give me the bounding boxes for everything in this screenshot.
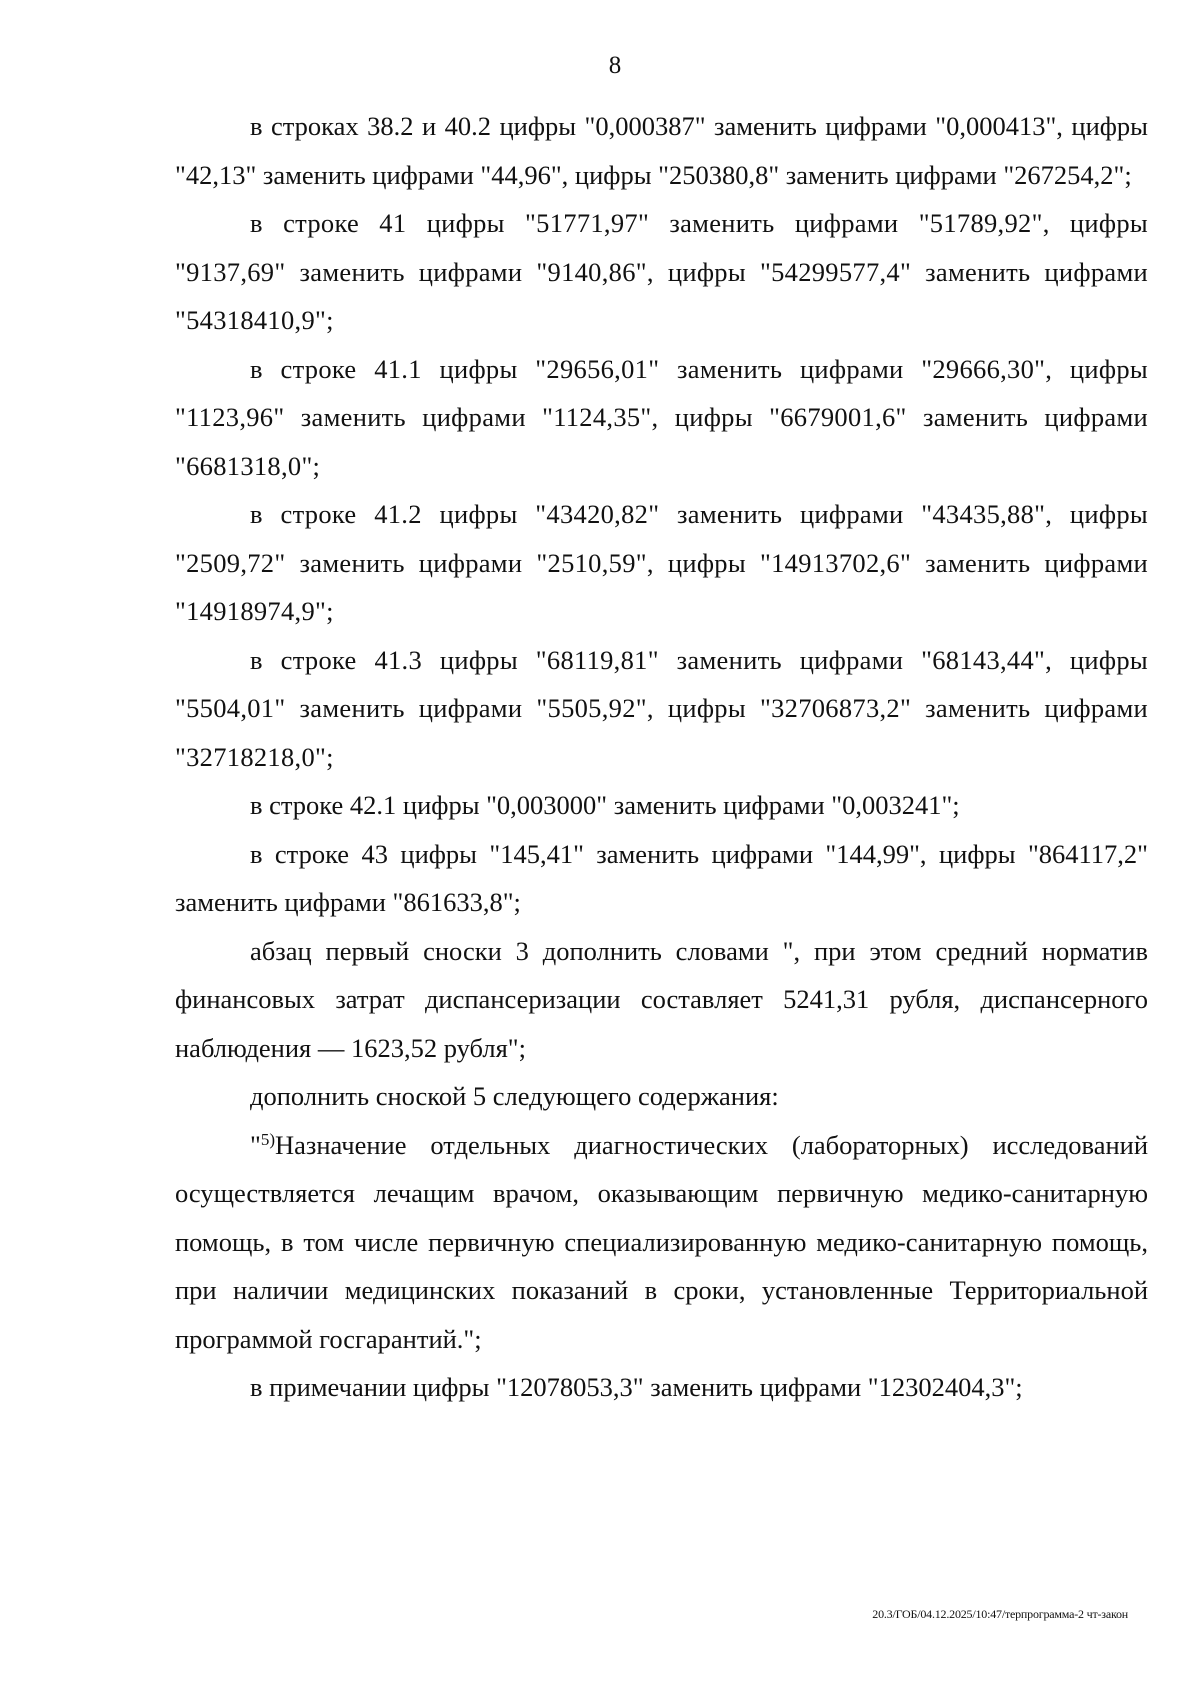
footnote-marker: 5) [260, 1129, 275, 1149]
paragraph-row-43: в строке 43 цифры "145,41" заменить цифрами "144,99", цифры "864117,2" заменить цифрами "861633,8"; [175, 838, 1148, 917]
document-body [175, 102, 1148, 1412]
paragraph-row-41: в строке 41 цифры "51771,97" заменить цифрами "51789,92", цифры "9137,69" заменить цифрами "9140,86", цифры "54299577,4" заменить цифрами "54318410,9"; [175, 208, 1148, 335]
footnote-body: Назначение отдельных диагностических (лабораторных) исследований осуществляется лечащим врачом, оказывающим первичную медико-санитарную помощь, в том числе первичную специализированную медико-санитарную помощь, при наличии медицинских показаний в сроки, установленные Территориальной программой госгарантий."; [175, 1129, 1148, 1354]
paragraph-row-42-1: в строке 42.1 цифры "0,003000" заменить цифрами "0,003241"; [250, 790, 960, 820]
paragraph-row-41-1: в строке 41.1 цифры "29656,01" заменить цифрами "29666,30", цифры "1123,96" заменить цифрами "1124,35", цифры "6679001,6" заменить цифрами "6681318,0"; [175, 353, 1148, 481]
paragraph-add-footnote-5: дополнить сноской 5 следующего содержания: [250, 1081, 779, 1111]
document-footer-code: 20.3/ГОБ/04.12.2025/10:47/терпрограмма-2 чт-закон [872, 1607, 1128, 1621]
paragraph-rows-38-40: в строках 38.2 и 40.2 цифры "0,000387" заменить цифрами "0,000413", цифры "42,13" заменить цифрами "44,96", цифры "250380,8" заменить цифрами "267254,2"; [175, 111, 1148, 190]
paragraph-footnote-3: абзац первый сноски 3 дополнить словами ", при этом средний норматив финансовых затрат диспансеризации составляет 5241,31 рубля, диспансерного наблюдения — 1623,52 рубля"; [175, 935, 1148, 1063]
footnote-quote: " [250, 1129, 261, 1160]
paragraph-row-41-3: в строке 41.3 цифры "68119,81" заменить цифрами "68143,44", цифры "5504,01" заменить цифрами "5505,92", цифры "32706873,2" заменить цифрами "32718218,0"; [175, 644, 1148, 772]
paragraph-row-41-2: в строке 41.2 цифры "43420,82" заменить цифрами "43435,88", цифры "2509,72" заменить цифрами "2510,59", цифры "14913702,6" заменить цифрами "14918974,9"; [175, 499, 1148, 626]
page-number: 8 [608, 52, 622, 79]
paragraph-note: в примечании цифры "12078053,3" заменить цифрами "12302404,3"; [250, 1372, 1023, 1402]
paragraph-footnote-5-text [175, 1121, 1148, 1364]
